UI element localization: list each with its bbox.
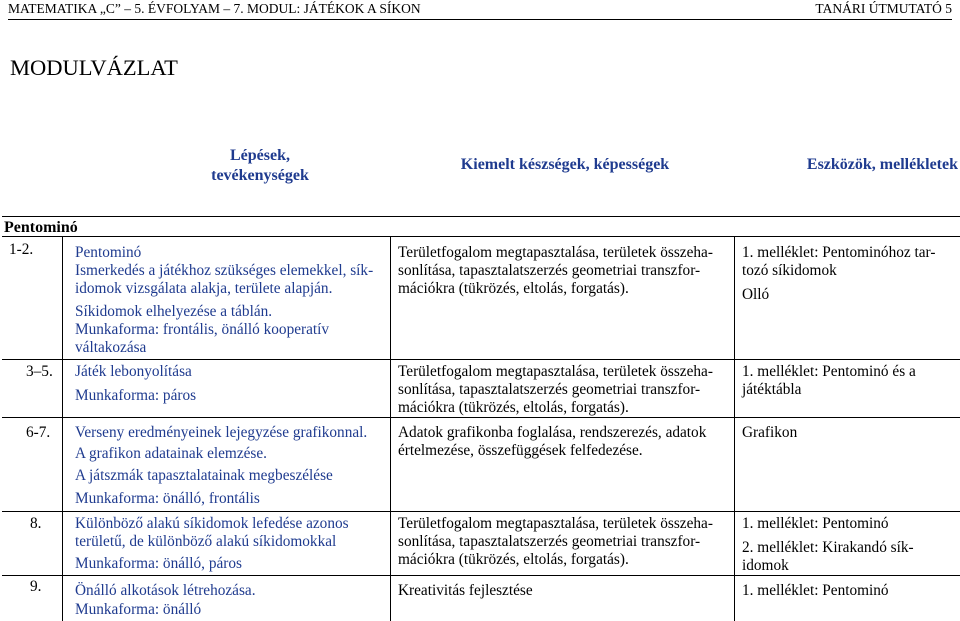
column-divider-skills [390,236,391,621]
skill-text: mációkra (tükrözés, eltolás, forgatás). [398,399,629,416]
skill-text: értelmezése, összefüggések felfedezése. [398,442,643,459]
skill-text: sonlítása, tapasztalatszerzés geometriai transzfor- [398,533,701,550]
step-text: Különböző alakú síkidomok lefedése azonos [75,515,349,532]
tool-text: Grafikon [742,424,798,441]
step-text: Munkaforma: frontális, önálló kooperatív [75,321,330,338]
row-rule-3 [2,511,960,512]
step-text: váltakozása [75,339,147,356]
step-text: Munkaforma: önálló [75,601,202,618]
tool-text: 1. melléklet: Pentominó [742,582,889,599]
column-steps-line2: tevékenységek [211,167,309,184]
row-number: 8. [30,515,42,532]
step-text: A játszmák tapasztalatainak megbeszélése [75,467,333,484]
row-number: 6-7. [26,424,51,441]
step-text: Játék lebonyolítása [75,363,192,380]
row-number: 1-2. [9,241,34,258]
header-left: MATEMATIKA „C” – 5. ÉVFOLYAM – 7. MODUL: JÁTÉKOK A SÍKON [8,1,421,16]
step-text: Munkaforma: önálló, páros [75,555,242,572]
skill-text: Területfogalom megtapasztalása, területek összeha- [398,244,713,261]
column-tools-header: Eszközök, mellékletek [806,156,958,173]
step-text: Verseny eredményeinek lejegyzése grafikonnal. [75,424,368,441]
step-text: A grafikon adatainak elemzése. [75,445,267,462]
table-top-rule [2,216,960,217]
tool-text: tozó síkidomok [742,262,837,279]
skill-text: mációkra (tükrözés, eltolás, forgatás). [398,551,629,568]
skill-text: sonlítása, tapasztalatszerzés geometriai transzfor- [398,262,701,279]
skill-text: Kreativitás fejlesztése [398,582,533,599]
step-text: Munkaforma: páros [75,387,197,404]
column-divider-tools [734,236,735,621]
tool-text: 1. melléklet: Pentominó [742,515,889,532]
page-title: MODULVÁZLAT [10,55,178,80]
tool-text: idomok [742,557,789,574]
step-text: idomok vizsgálata alakja, területe alapján. [75,280,333,297]
header-right: TANÁRI ÚTMUTATÓ 5 [815,1,952,16]
page-header [8,0,952,20]
tool-text: Olló [742,286,770,303]
step-text: Pentominó [75,244,142,261]
skill-text: Adatok grafikonba foglalása, rendszerezés, adatok [398,424,707,441]
tool-text: 1. melléklet: Pentominó és a [742,363,916,380]
tool-text: 2. melléklet: Kirakandó sík- [742,539,914,556]
row-rule-4 [2,575,960,576]
row-number: 3–5. [26,363,53,380]
column-skills-header: Kiemelt készségek, képességek [460,156,670,173]
column-steps-line1: Lépések, [230,147,290,164]
row-rule-1 [2,359,960,360]
skill-text: mációkra (tükrözés, eltolás, forgatás). [398,280,629,297]
row-rule-2 [2,417,960,418]
column-steps-header [160,146,360,186]
skill-text: sonlítása, tapasztalatszerzés geometriai transzfor- [398,381,701,398]
tool-text: 1. melléklet: Pentominóhoz tar- [742,244,936,261]
skill-text: Területfogalom megtapasztalása, területek összeha- [398,363,713,380]
row-number: 9. [30,578,42,595]
step-text: Önálló alkotások létrehozása. [75,582,256,599]
step-text: Síkidomok elhelyezése a táblán. [75,303,273,320]
tool-text: játéktábla [742,381,802,398]
section-rule [2,236,960,237]
step-text: területű, de különböző alakú síkidomokkal [75,533,337,550]
step-text: Ismerkedés a játékhoz szükséges elemekkel, sík- [75,262,374,279]
step-text: Munkaforma: önálló, frontális [75,490,260,507]
section-label: Pentominó [4,219,78,236]
skill-text: Területfogalom megtapasztalása, területek összeha- [398,515,713,532]
column-divider-num [62,236,63,621]
